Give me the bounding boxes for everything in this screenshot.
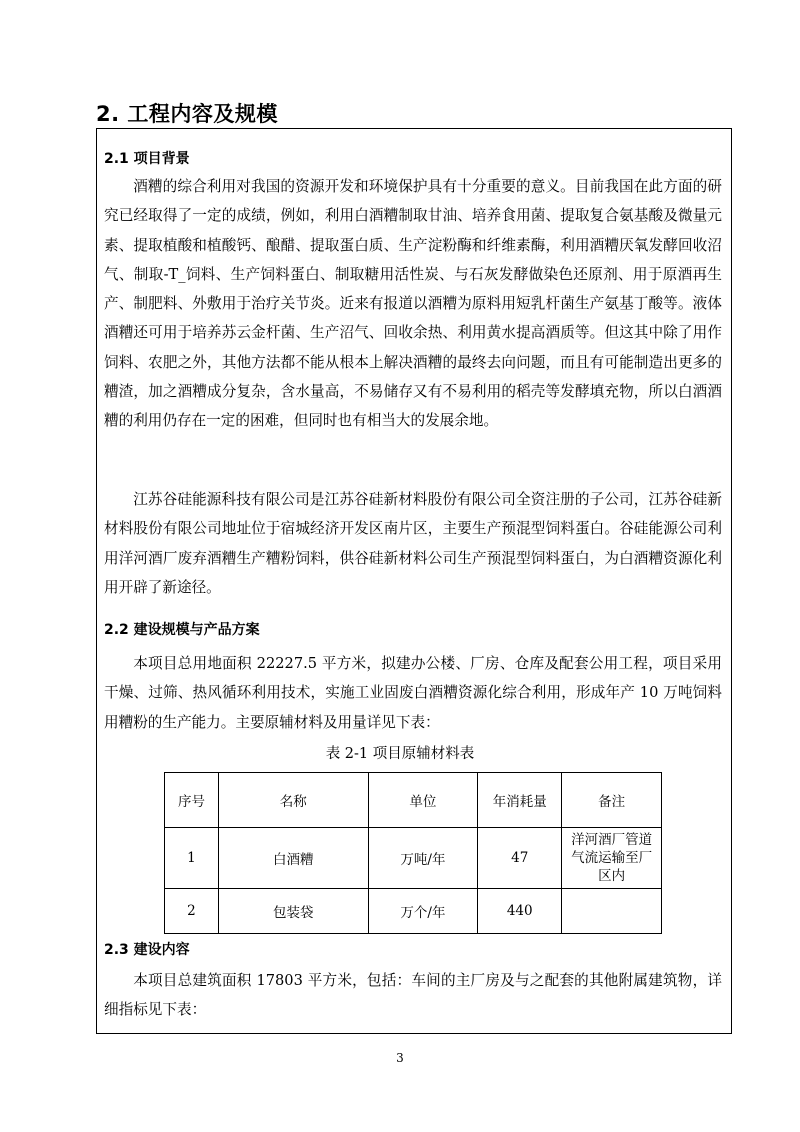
materials-table <box>164 772 662 934</box>
table-cell: 47 <box>478 828 562 889</box>
table-cell: 440 <box>478 889 562 934</box>
header-cell: 单位 <box>368 773 478 828</box>
header-cell: 序号 <box>165 773 219 828</box>
header-cell: 备注 <box>562 773 662 828</box>
table-row <box>165 889 662 934</box>
paragraph-construction: 本项目总建筑面积 17803 平方米，包括：车间的主厂房及与之配套的其他附属建筑物，详细指标见下表： <box>104 972 722 1019</box>
table-cell: 白酒糟 <box>218 828 368 889</box>
section-heading-2-2: 2.2 建设规模与产品方案 <box>104 622 260 638</box>
table-cell: 万吨/年 <box>368 828 478 889</box>
page-number: 3 <box>396 1051 404 1065</box>
table-row <box>165 828 662 889</box>
table-caption: 表 2-1 项目原辅材料表 <box>325 746 475 762</box>
table-cell: 万个/年 <box>368 889 478 934</box>
table-cell: 2 <box>165 889 219 934</box>
header-cell: 名称 <box>218 773 368 828</box>
table-header-row <box>165 773 662 828</box>
page-title: 2. 工程内容及规模 <box>96 102 278 126</box>
paragraph-background-2: 江苏谷硅能源科技有限公司是江苏谷硅新材料股份有限公司全资注册的子公司，江苏谷硅新材料股份有限公司地址位于宿城经济开发区南片区，主要生产预混型饲料蛋白。谷硅能源公司利用洋河酒厂废弃酒糟生产糟粉饲料，供谷硅新材料公司生产预混型饲料蛋白，为白酒糟资源化利用开辟了新途径。 <box>104 491 722 596</box>
table-cell: 1 <box>165 828 219 889</box>
paragraph-scale: 本项目总用地面积 22227.5 平方米，拟建办公楼、厂房、仓库及配套公用工程，项目采用干燥、过筛、热风循环利用技术，实施工业固废白酒糟资源化综合利用，形成年产 10 万吨饲料用糟粉的生产能力。主要原辅材料及用量详见下表： <box>104 655 722 731</box>
paragraph-background-1: 酒糟的综合利用对我国的资源开发和环境保护具有十分重要的意义。目前我国在此方面的研究已经取得了一定的成绩，例如，利用白酒糟制取甘油、培养食用菌、提取复合氨基酸及微量元素、提取植酸和植酸钙、酿醋、提取蛋白质、生产淀粉酶和纤维素酶，利用酒糟厌氧发酵回收沼气、制取-T_饲料、生产饲料蛋白、制取糖用活性炭、与石灰发酵做染色还原剂、用于原酒再生产、制肥料、外敷用于治疗关节炎。近来有报道以酒糟为原料用短乳杆菌生产氨基丁酸等。液体酒糟还可用于培养苏云金杆菌、生产沼气、回收余热、利用黄水提高酒质等。但这其中除了用作饲料、农肥之外，其他方法都不能从根本上解决酒糟的最终去向问题，而且有可能制造出更多的糟渣，加之酒糟成分复杂，含水量高，不易储存又有不易利用的稻壳等发酵填充物，所以白酒酒糟的利用仍存在一定的困难，但同时也有相当大的发展余地。 <box>104 178 722 430</box>
table-cell: 包装袋 <box>218 889 368 934</box>
table-cell <box>562 889 662 934</box>
section-heading-2-3: 2.3 建设内容 <box>104 942 190 958</box>
header-cell: 年消耗量 <box>478 773 562 828</box>
section-heading-2-1: 2.1 项目背景 <box>104 151 190 167</box>
table-cell: 洋河酒厂管道气流运输至厂区内 <box>562 828 662 889</box>
